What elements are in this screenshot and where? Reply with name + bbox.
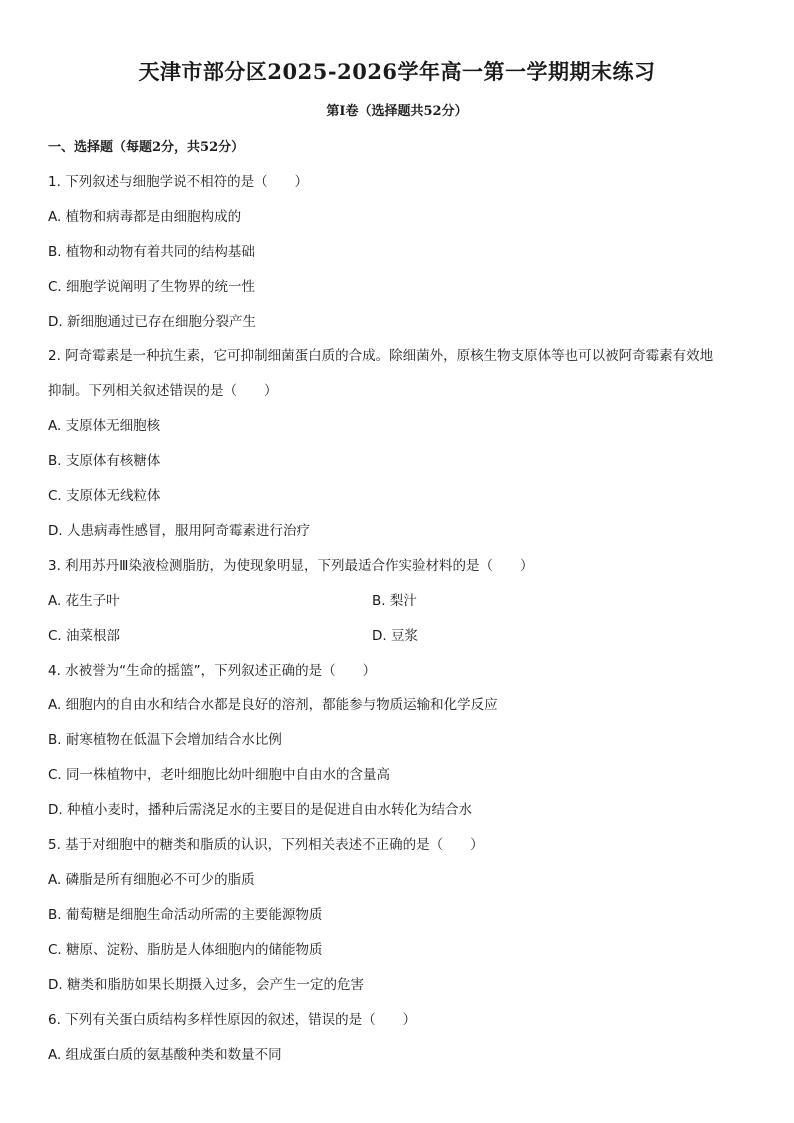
question-6-stem: 6. 下列有关蛋白质结构多样性原因的叙述，错误的是（ ） [48,1012,417,1028]
question-4-option-a: A. 细胞内的自由水和结合水都是良好的溶剂，都能参与物质运输和化学反应 [48,697,498,713]
question-4-stem: 4. 水被誉为“生命的摇篮”，下列叙述正确的是（ ） [48,663,377,679]
question-4-option-d: D. 种植小麦时，播种后需浇足水的主要目的是促进自由水转化为结合水 [48,802,472,818]
question-4-option-c: C. 同一株植物中，老叶细胞比幼叶细胞中自由水的含量高 [48,767,391,783]
question-2-option-b: B. 支原体有核糖体 [48,453,161,469]
question-3-option-a: A. 花生子叶 [48,593,120,609]
question-1-stem: 1. 下列叙述与细胞学说不相符的是（ ） [48,174,309,190]
question-2-option-a: A. 支原体无细胞核 [48,418,161,434]
question-5-option-a: A. 磷脂是所有细胞必不可少的脂质 [48,872,255,888]
question-5-option-d: D. 糖类和脂肪如果长期摄入过多，会产生一定的危害 [48,977,364,993]
page-subtitle: 第I卷（选择题共52分） [326,104,468,119]
question-1-option-c: C. 细胞学说阐明了生物界的统一性 [48,279,256,295]
question-3-stem: 3. 利用苏丹Ⅲ染液检测脂肪，为使现象明显，下列最适合作实验材料的是（ ） [48,558,534,574]
section-heading: 一、选择题（每题2分，共52分） [48,140,245,155]
question-6-option-a: A. 组成蛋白质的氨基酸种类和数量不同 [48,1047,282,1063]
question-2-stem-line-2: 抑制。下列相关叙述错误的是（ ） [48,383,278,399]
page-title: 天津市部分区2025-2026学年高一第一学期期末练习 [138,59,656,84]
question-5-option-c: C. 糖原、淀粉、脂肪是人体细胞内的储能物质 [48,942,323,958]
question-1-option-b: B. 植物和动物有着共同的结构基础 [48,244,255,260]
question-3-option-c: C. 油菜根部 [48,628,121,644]
question-2-option-d: D. 人患病毒性感冒，服用阿奇霉素进行治疗 [48,523,310,539]
question-1-option-a: A. 植物和病毒都是由细胞构成的 [48,209,242,225]
question-1-option-d: D. 新细胞通过已存在细胞分裂产生 [48,314,256,330]
question-2-stem-line-1: 2. 阿奇霉素是一种抗生素，它可抑制细菌蛋白质的合成。除细菌外，原核生物支原体等也可以被阿奇霉素有效地 [48,348,714,364]
question-2-option-c: C. 支原体无线粒体 [48,488,161,504]
question-5-option-b: B. 葡萄糖是细胞生命活动所需的主要能源物质 [48,907,323,923]
question-4-option-b: B. 耐寒植物在低温下会增加结合水比例 [48,732,282,748]
question-3-option-b: B. 梨汁 [372,593,417,609]
question-3-option-d: D. 豆浆 [372,628,418,644]
question-5-stem: 5. 基于对细胞中的糖类和脂质的认识，下列相关表述不正确的是（ ） [48,837,484,853]
